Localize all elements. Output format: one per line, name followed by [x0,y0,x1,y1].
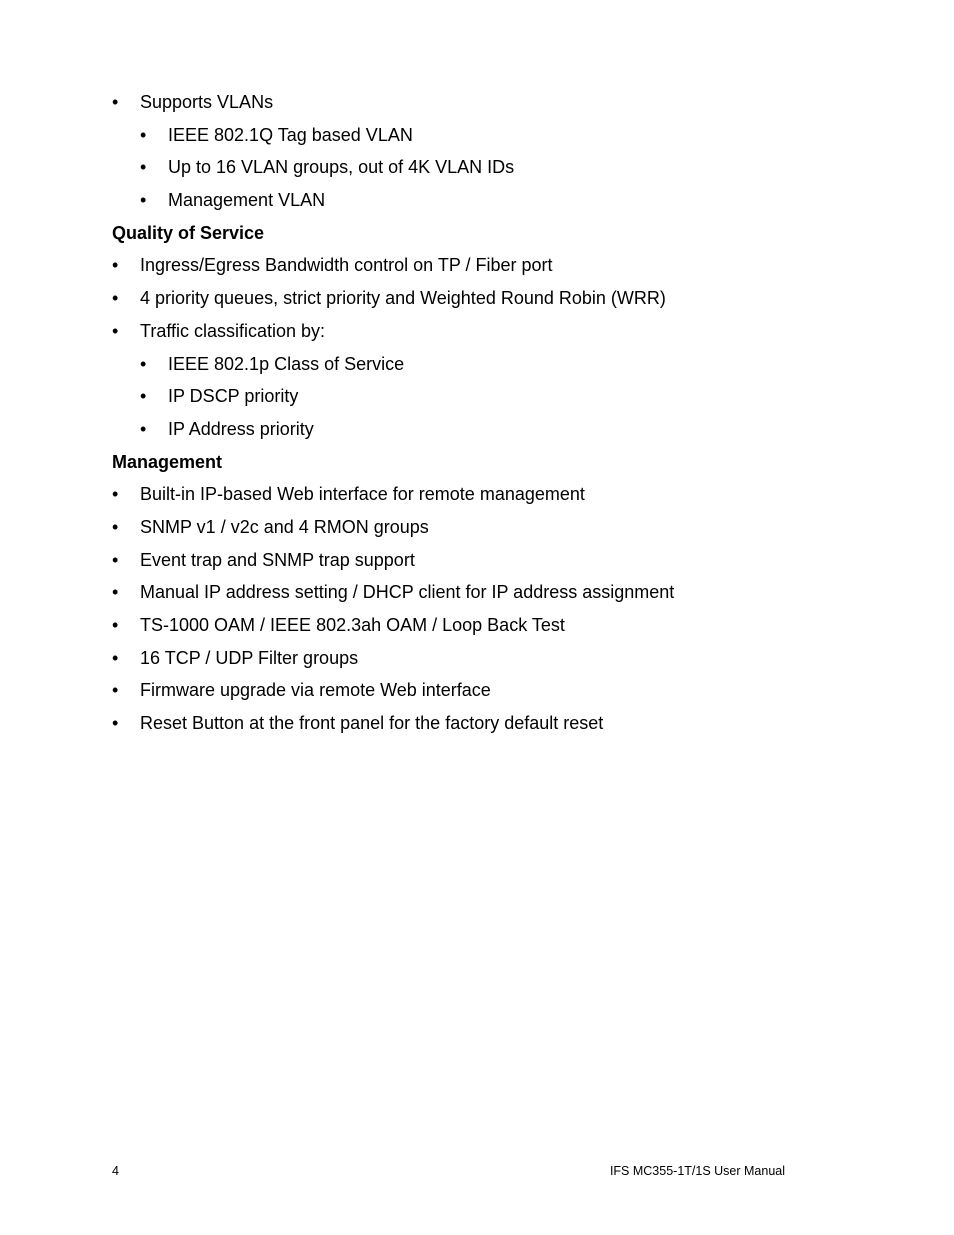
bullet-icon: • [140,386,147,407]
bullet-icon: • [112,713,119,734]
list-item-text: Up to 16 VLAN groups, out of 4K VLAN IDs [168,157,515,178]
bullet-icon: • [140,124,147,145]
list-item-text: Supports VLANs [140,92,274,112]
list-item-text: TS-1000 OAM / IEEE 802.3ah OAM / Loop Back Test [140,615,565,635]
bullet-icon: • [140,190,147,211]
list-item-text: IEEE 802.1p Class of Service [168,353,405,374]
bullet-icon: • [112,255,119,276]
bullet-icon: • [140,353,147,374]
sub-list-item [112,153,872,186]
list-item-text: IEEE 802.1Q Tag based VLAN [168,124,413,145]
section-heading: Management [112,451,223,472]
list-item [112,578,872,611]
bullet-icon: • [112,647,119,668]
sub-list-item [112,186,872,219]
bullet-icon: • [112,92,119,112]
list-item [112,251,872,284]
list-item-text: Traffic classification by: [140,320,326,341]
list-item [112,709,872,742]
list-item-text: Manual IP address setting / DHCP client for IP address assignment [140,582,675,603]
bullet-icon: • [112,582,119,603]
list-item-text: SNMP v1 / v2c and 4 RMON groups [140,516,429,537]
list-item-text: 4 priority queues, strict priority and Weighted Round Robin (WRR) [140,288,666,309]
list-item [112,611,872,644]
list-item-text: Management VLAN [168,190,326,211]
bullet-icon: • [112,549,119,570]
sub-list-item [112,415,872,448]
bullet-icon: • [112,680,119,701]
bullet-icon: • [112,288,119,309]
list-item [112,644,872,677]
list-item-text: Event trap and SNMP trap support [140,549,415,570]
bullet-icon: • [112,320,119,341]
list-item-text: 16 TCP / UDP Filter groups [140,647,359,668]
feature-list [112,88,872,742]
bullet-icon: • [140,418,147,439]
sub-list-item [112,350,872,383]
list-item-text: Ingress/Egress Bandwidth control on TP / Fiber port [140,255,553,276]
list-item-text: Firmware upgrade via remote Web interface [140,680,491,701]
list-item-text: Built-in IP-based Web interface for remote management [140,484,585,505]
list-item [112,88,872,121]
page-number: 4 [112,1164,119,1178]
list-item [112,513,872,546]
list-item [112,546,872,579]
section-heading: Quality of Service [112,222,265,243]
bullet-icon: • [112,615,119,635]
list-item [112,676,872,709]
list-item [112,284,872,317]
sub-list-item [112,382,872,415]
bullet-icon: • [112,516,119,537]
manual-title: IFS MC355-1T/1S User Manual [609,1164,785,1178]
list-item [112,480,872,513]
bullet-icon: • [112,484,119,505]
list-item [112,317,872,350]
list-item-text: IP Address priority [168,418,314,439]
sub-list-item [112,121,872,154]
bullet-icon: • [140,157,147,178]
list-item-text: Reset Button at the front panel for the factory default reset [140,713,604,734]
list-item-text: IP DSCP priority [168,386,299,407]
